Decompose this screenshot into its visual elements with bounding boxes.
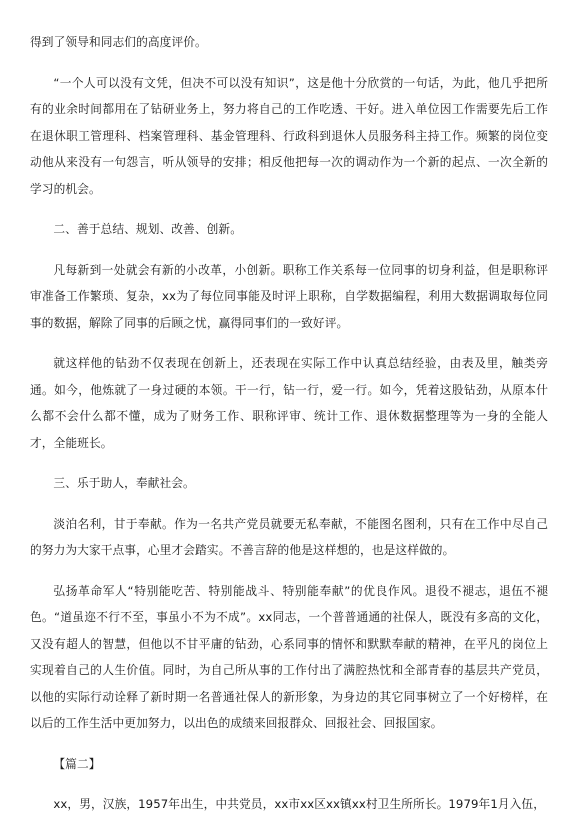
section-heading-3: 三、乐于助人，奉献社会。 <box>53 476 195 490</box>
paragraph-knowledge-quote: “一个人可以没有文凭，但决不可以没有知识”，这是他十分欣赏的一句话，为此，他几乎把所有的业余时间都用在了钻研业务上，努力将自己的工作吃透、干好。进入单位因工作需要先后工作在退休职工管理科、档案管理科、基金管理科、行政科到退休人员服务科主持工作。频繁的岗位变动他从来没有一句怨言，听从领导的安排；相反他把每一次的调动作为一个新的起点、一次全新的学习的机会。 <box>30 75 548 196</box>
paragraph-summary-experience: 就这样他的钻劲不仅表现在创新上，还表现在实际工作中认真总结经验，由表及里，触类旁通。如今，他炼就了一身过硬的本领。干一行，钻一行，爱一行。如今，凭着这股钻劲，从原本什么都不会什么都不懂，成为了财务工作、职称评审、统计工作、退休数据整理等为一身的全能人才，全能班长。 <box>30 356 548 450</box>
paragraph-continuation: 得到了领导和同志们的高度评价。 <box>30 35 207 49</box>
paragraph-biography: xx，男，汉族，1957年出生，中共党员，xx市xx区xx镇xx村卫生所所长。1979年1月入伍， <box>53 797 546 811</box>
section-heading-2: 二、善于总结、规划、改善、创新。 <box>53 222 242 236</box>
paragraph-innovation: 凡每新到一处就会有新的小改革，小创新。职称工作关系每一位同事的切身利益，但是职称评审准备工作繁琐、复杂，xx为了每位同事能及时评上职称，自学数据编程，利用大数据调取每位同事的数据，解除了同事的后顾之忧，赢得同事们的一致好评。 <box>30 262 548 330</box>
section-heading-part-two: 【篇二】 <box>53 756 101 771</box>
paragraph-dedication: 淡泊名利，甘于奉献。作为一名共产党员就要无私奉献，不能图名图利，只有在工作中尽自己的努力为大家干点事，心里才会踏实。不善言辞的他是这样想的，也是这样做的。 <box>30 516 548 557</box>
paragraph-military-spirit: 弘扬革命军人“特别能吃苦、特别能战斗、特别能奉献”的优良作风。退役不褪志，退伍不褪色。“道虽迩不行不至，事虽小不为不成”。xx同志，一个普普通通的社保人，既没有多高的文化，又没有超人的智慧，但他以不甘平庸的钻劲，心系同事的情怀和默默奉献的精神，在平凡的岗位上实现着自己的人生价值。同时，为自己所从事的工作付出了满腔热忱和全部青春的基层共产党员，以他的实际行动诠释了新时期一名普通社保人的新形象，为身边的其它同事树立了一个好榜样，在以后的工作生活中更加努力，以出色的成绩来回报群众、回报社会、回报国家。 <box>30 583 548 730</box>
